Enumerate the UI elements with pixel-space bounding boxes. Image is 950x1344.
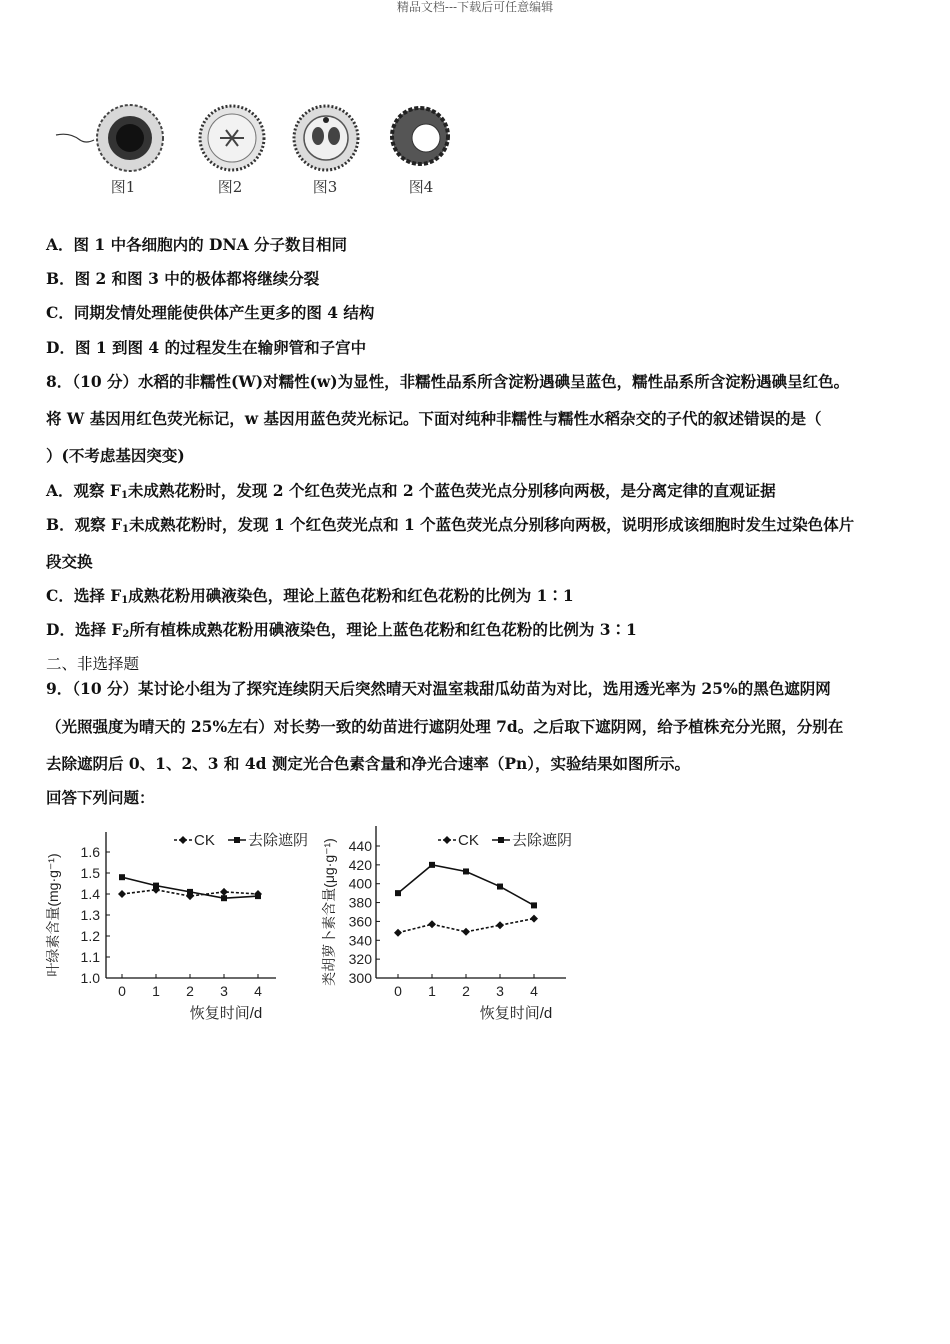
y-tick-label: 1.0 [80,970,100,986]
option-8c-pre: C．选择 F [46,586,122,605]
option-7b-text: B． [46,269,75,288]
x-axis-label: 恢复时间/d [479,1005,553,1022]
option-8d-pre: D．选择 F [46,620,123,639]
option-7b [46,268,906,290]
y-tick-label: 1.3 [80,907,100,923]
q9-stem-line-3: 去除遮阴后 0、1、2、3 和 4d 测定光合色素含量和净光合速率（Pn），实验结果如图所示。 [46,754,691,773]
legend-marker [179,836,187,844]
figure-3-label: 图3 [312,178,338,196]
option-7c [46,302,906,324]
figure-1-label: 图1 [110,178,136,196]
y-tick-label: 400 [348,875,372,892]
section-title: 二、非选择题 [46,655,140,673]
option-8b-sub: 1 [122,524,129,535]
y-tick-label: 1.4 [80,886,100,902]
data-point [153,883,159,889]
x-tick-label: 2 [462,983,470,999]
figure-3 [288,100,378,200]
y-tick-label: 1.6 [80,844,100,860]
legend-label: CK [458,832,479,849]
figure-2 [190,100,280,200]
option-7a [46,234,906,256]
data-point [462,928,470,936]
carotenoid-chart [318,818,580,1030]
legend-label: 去除遮阴 [248,832,309,849]
data-point [531,902,537,908]
data-point [187,889,193,895]
y-tick-label: 380 [348,894,372,911]
x-tick-label: 0 [394,983,402,999]
data-point [496,921,504,929]
data-point [497,884,503,890]
x-tick-label: 0 [118,983,126,999]
q8-stem-line-1: 8．（10 分）水稻的非糯性(W)对糯性(w)为显性，非糯性品系所含淀粉遇碘呈蓝色，糯性品系所含淀粉遇碘呈红色。 [46,372,850,391]
x-tick-label: 2 [186,983,194,999]
y-axis-label: 叶绿素含量(mg·g⁻¹) [45,853,61,977]
q9-stem-line-2: （光照强度为晴天的 25%左右）对长势一致的幼苗进行遮阴处理 7d。之后取下遮阴网，给予植株充分光照，分别在 [46,717,844,736]
data-point [394,929,402,937]
data-point [119,874,125,880]
q9-stem-line-4: 回答下列问题： [46,788,155,807]
data-point [463,868,469,874]
y-tick-label: 1.5 [80,865,100,881]
option-8a-sub: 1 [120,490,128,501]
legend-marker [443,836,451,844]
x-tick-label: 1 [428,983,436,999]
option-8d-sub: 2 [122,629,130,640]
y-axis-label: 类胡萝卜素含量(μg·g⁻¹) [321,838,337,986]
legend-marker [498,837,504,843]
x-axis-label: 恢复时间/d [189,1005,263,1022]
legend-marker [234,837,240,843]
data-point [530,915,538,923]
data-point [428,920,436,928]
option-8c-post: 成熟花粉用碘液染色，理论上蓝色花粉和红色花粉的比例为 1∶1 [128,586,574,605]
option-8b-pre: B．观察 F [46,515,123,534]
option-8d-post: 所有植株成熟花粉用碘液染色，理论上蓝色花粉和红色花粉的比例为 3∶1 [129,620,637,639]
option-7c-text: C． [46,303,74,322]
legend-label: CK [194,832,215,849]
q8-stem-line-2: 将 W 基因用红色荧光标记，w 基因用蓝色荧光标记。下面对纯种非糯性与糯性水稻杂交的子代的叙述错误的是（ [46,409,822,428]
option-7d-body: 图 1 到图 4 的过程发生在输卵管和子宫中 [74,338,367,357]
option-8b [46,514,906,536]
page-header: 精品文档---下载后可任意编辑 [396,0,554,14]
option-8a-post: 未成熟花粉时，发现 2 个红色荧光点和 2 个蓝色荧光点分别移向两极，是分离定律的直观证据 [127,481,776,500]
option-7b-body: 图 2 和图 3 中的极体都将继续分裂 [74,269,320,288]
data-point [395,890,401,896]
y-tick-label: 1.1 [80,949,100,965]
figure-3-image [288,100,378,180]
option-7a-text: A． [46,235,74,254]
figure-4-image [382,100,472,180]
figure-1 [50,100,140,200]
y-tick-label: 340 [348,932,372,949]
option-8b-post: 未成熟花粉时，发现 1 个红色荧光点和 1 个蓝色荧光点分别移向两极，说明形成该细胞时发生过染色体片 [128,515,855,534]
figure-4 [382,100,472,200]
q8-stem-line-3: ）(不考虑基因突变) [46,446,185,465]
legend-label: 去除遮阴 [512,832,573,849]
y-tick-label: 1.2 [80,928,100,944]
x-tick-label: 3 [496,983,504,999]
option-7a-body: 图 1 中各细胞内的 DNA 分子数目相同 [73,235,348,254]
x-tick-label: 4 [530,983,538,999]
option-7d [46,337,906,359]
y-tick-label: 320 [348,951,372,968]
y-tick-label: 420 [348,856,372,873]
x-tick-label: 1 [152,983,160,999]
option-8a [46,480,906,502]
figure-4-label: 图4 [408,178,434,196]
cell-figures [50,100,470,200]
data-point [118,890,126,898]
x-tick-label: 3 [220,983,228,999]
data-point [255,893,261,899]
data-point [429,862,435,868]
chlorophyll-chart [44,818,314,1030]
option-8c-sub: 1 [121,595,129,606]
option-7d-text: D． [46,338,75,357]
q9-stem-line-1: 9．（10 分）某讨论小组为了探究连续阴天后突然晴天对温室栽甜瓜幼苗为对比，选用透光率为 25%的黑色遮阴网 [46,679,831,698]
y-tick-label: 360 [348,913,372,930]
x-tick-label: 4 [254,983,262,999]
option-8b-cont: 段交换 [46,552,93,571]
y-tick-label: 300 [348,970,372,986]
figure-2-label: 图2 [217,178,243,196]
option-8c [46,585,906,607]
option-7c-body: 同期发情处理能使供体产生更多的图 4 结构 [73,303,375,322]
data-point [220,888,228,896]
option-8d [46,619,906,641]
figure-2-image [190,100,280,180]
figure-1-image [50,100,170,180]
y-tick-label: 440 [348,838,372,854]
option-8a-pre: A．观察 F [46,481,121,500]
data-point [221,895,227,901]
